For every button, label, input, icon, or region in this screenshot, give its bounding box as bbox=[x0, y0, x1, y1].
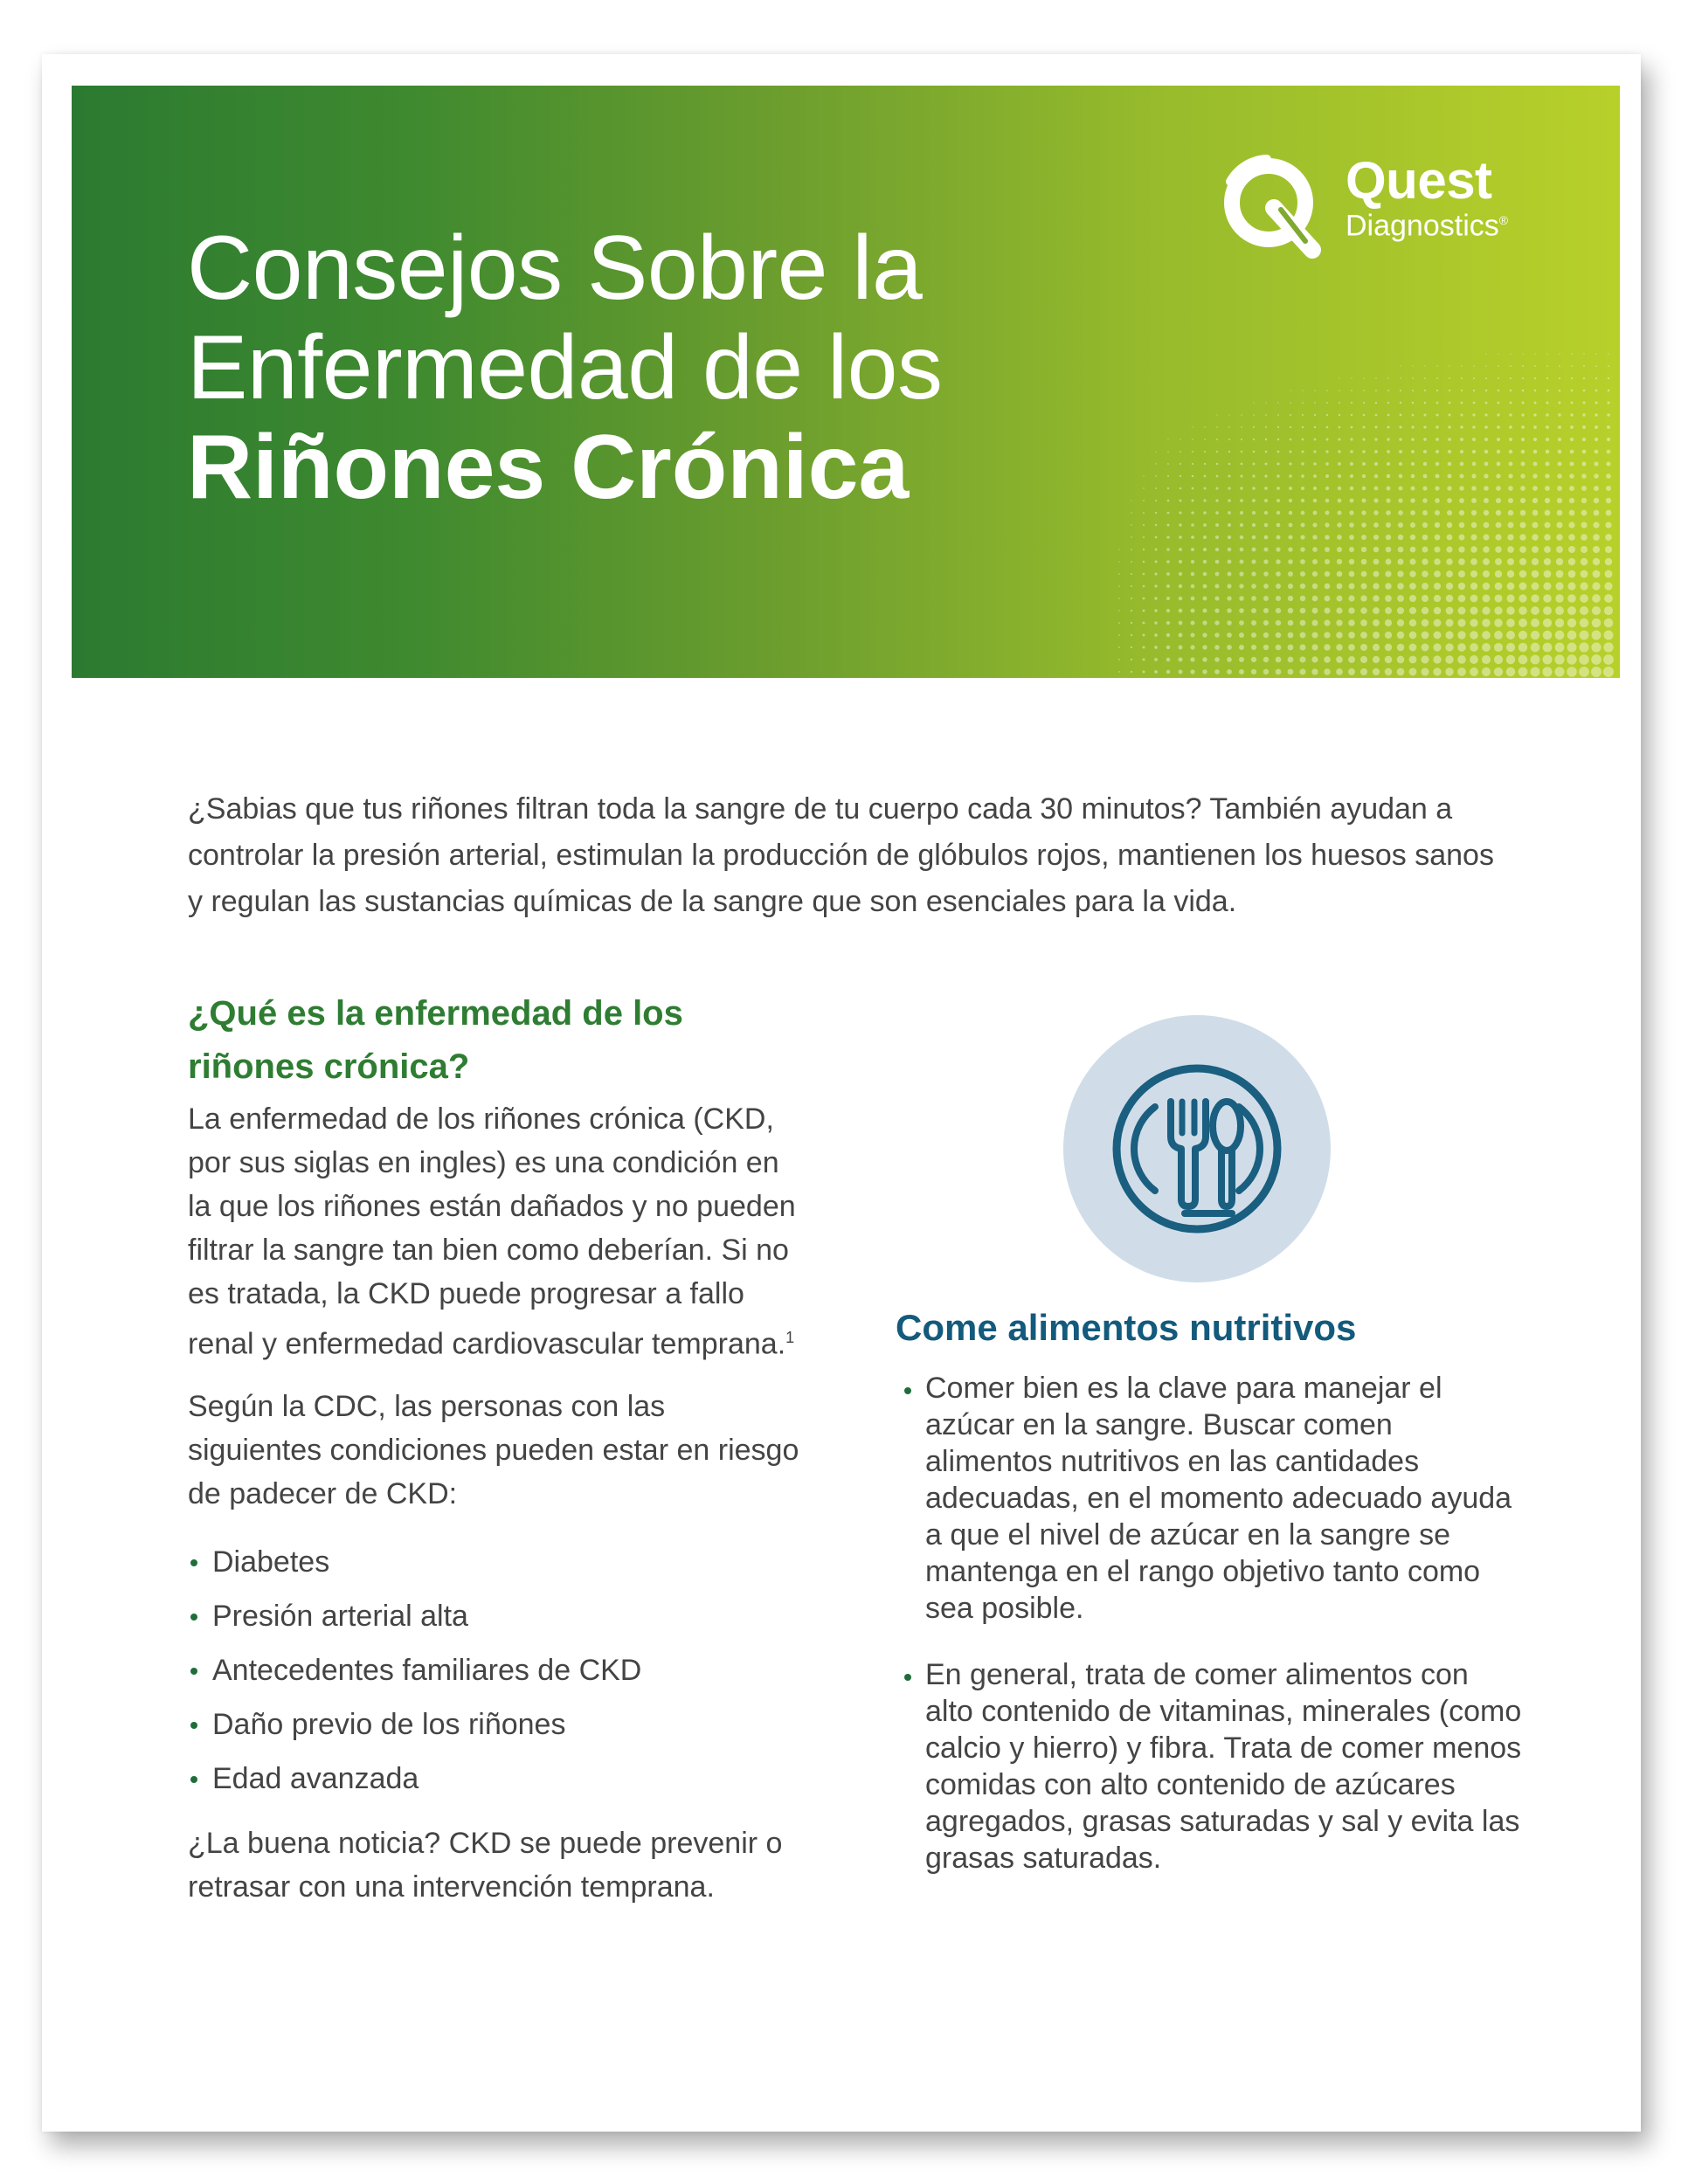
brand-subtitle bbox=[1346, 203, 1508, 243]
intro-paragraph: ¿Sabias que tus riñones filtran toda la sangre de tu cuerpo cada 30 minutos? También ayudan a controlar la presión arterial, estimulan la producción de glóbulos rojos, mantienen los huesos sanos y regulan las sustancias químicas de la sangre que son esenciales para la vida. bbox=[188, 792, 1494, 918]
footnote-marker: 1 bbox=[785, 1329, 795, 1346]
nutrition-heading: Come alimentos nutritivos bbox=[896, 1307, 1357, 1348]
quest-q-icon bbox=[1214, 147, 1328, 260]
ckd-definition-text: La enfermedad de los riñones crónica (CKD, por sus siglas en ingles) es una condición en la que los riñones están dañados y no pueden filtrar la sangre tan bien como deberían. Si no es tratada, la CKD puede progresar a fallo renal y enfermedad cardiovascular temprana. bbox=[188, 1102, 796, 1361]
nutrition-list bbox=[896, 1370, 1525, 1876]
list-item: Daño previo de los riñones bbox=[188, 1697, 799, 1752]
nutrition-icon-badge bbox=[1063, 1015, 1331, 1282]
right-column bbox=[896, 1302, 1525, 1906]
risk-list bbox=[188, 1535, 799, 1806]
title-line-2: Enfermedad de los bbox=[187, 317, 943, 418]
list-item: En general, trata de comer alimentos con alto contenido de vitaminas, minerales (como calcio y hierro) y fibra. Trata de comer menos comidas con alto contenido de azúcares agregados, grasas saturadas y sal y evita las grasas saturadas. bbox=[896, 1656, 1525, 1876]
good-news-paragraph: ¿La buena noticia? CKD se puede prevenir o retrasar con una intervención temprana. bbox=[188, 1827, 783, 1904]
ckd-heading bbox=[188, 987, 799, 1094]
halftone-dots bbox=[1076, 348, 1620, 678]
page-title bbox=[187, 218, 942, 517]
fork-spoon-plate-icon bbox=[1101, 1053, 1293, 1245]
left-column bbox=[188, 987, 799, 1928]
title-line-3: Riñones Crónica bbox=[187, 417, 910, 518]
title-line-1: Consejos Sobre la bbox=[187, 218, 923, 319]
list-item: Diabetes bbox=[188, 1535, 799, 1589]
registered-mark: ® bbox=[1498, 213, 1509, 227]
ckd-definition bbox=[188, 1097, 799, 1365]
list-item: Antecedentes familiares de CKD bbox=[188, 1643, 799, 1697]
quest-logo bbox=[1214, 150, 1546, 255]
list-item: Comer bien es la clave para manejar el azúcar en la sangre. Buscar comen alimentos nutritivos en las cantidades adecuadas, en el momento adecuado ayuda a que el nivel de azúcar en la sangre se mantenga en el rango objetivo tanto como sea posible. bbox=[896, 1370, 1525, 1627]
header-banner bbox=[72, 86, 1620, 678]
ckd-heading-line-2: riñones crónica? bbox=[188, 1047, 470, 1086]
list-item: Edad avanzada bbox=[188, 1752, 799, 1806]
ckd-heading-line-1: ¿Qué es la enfermedad de los bbox=[188, 994, 683, 1033]
cdc-risk-intro: Según la CDC, las personas con las siguientes condiciones pueden estar en riesgo de padecer de CKD: bbox=[188, 1390, 799, 1511]
brand-word: Quest bbox=[1346, 151, 1492, 210]
brand-sub-text: Diagnostics bbox=[1346, 209, 1499, 243]
list-item: Presión arterial alta bbox=[188, 1589, 799, 1643]
